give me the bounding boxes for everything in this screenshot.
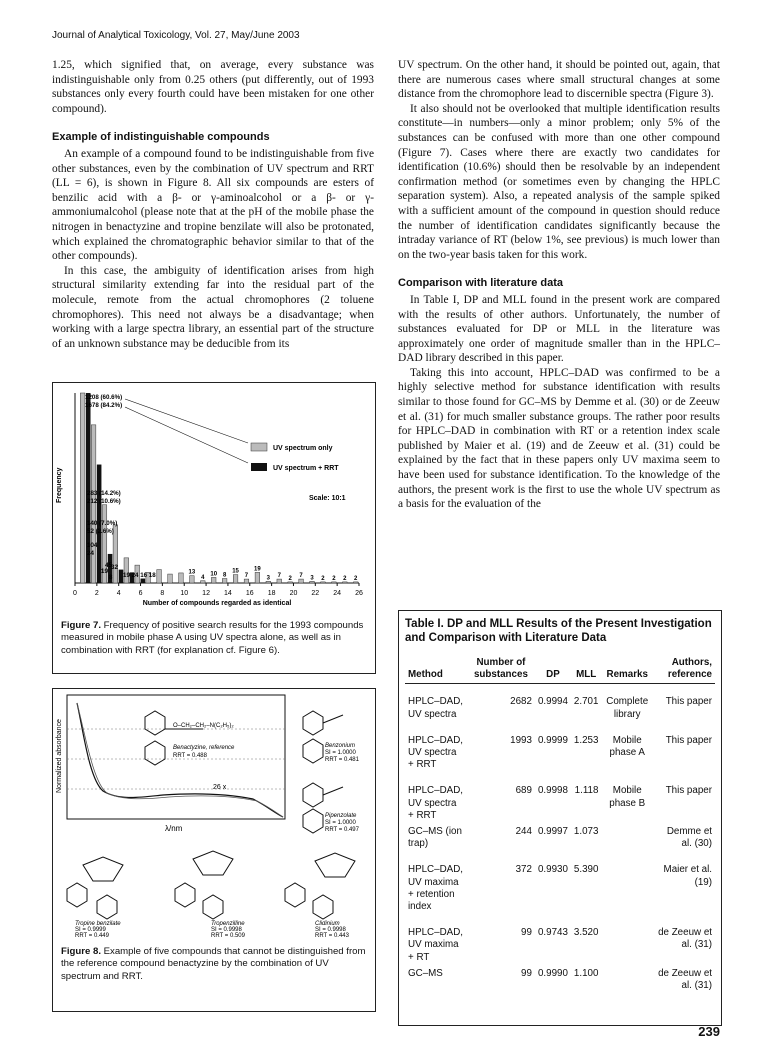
bar-uv-only bbox=[288, 582, 293, 583]
x-tick-label: 26 bbox=[355, 590, 363, 597]
bar-value-label: 10 bbox=[210, 571, 218, 578]
page-number: 239 bbox=[698, 1024, 720, 1039]
table-cell: HPLC–DAD, UV spectra + RRT bbox=[408, 734, 463, 771]
table-cell: This paper bbox=[665, 734, 712, 746]
bar-uv-only bbox=[255, 572, 260, 583]
bar-value-label: 8 bbox=[222, 572, 227, 579]
bar-annotation: 104 bbox=[87, 542, 98, 549]
bar-value-label: 7 bbox=[299, 573, 303, 580]
bar-value-label: 4 bbox=[201, 574, 205, 581]
table-cell: 0.9997 bbox=[537, 826, 568, 838]
section-heading: Example of indistinguishable compounds bbox=[52, 131, 270, 144]
figure-8 bbox=[52, 688, 376, 1012]
bar-annotation: 1678 (84.2%) bbox=[85, 402, 123, 409]
x-tick-label: 18 bbox=[267, 590, 276, 597]
magnification-note: 26 x bbox=[213, 784, 227, 791]
bar-uv-only bbox=[332, 582, 337, 583]
table-cell: GC–MS bbox=[408, 967, 443, 979]
x-tick-label: 16 bbox=[245, 590, 254, 597]
figure-8-caption bbox=[53, 944, 375, 983]
compound-name: Benzonium bbox=[325, 743, 356, 749]
table-cell: de Zeeuw et al. (31) bbox=[658, 967, 712, 992]
paragraph: In Table I, DP and MLL found in the present work are compared with the results of other authors. Unfortunately, the number of substances evaluated for DP or MLL in the literature was approximately one order of magnitude smaller than in the HPLC–DAD library described in this paper. bbox=[398, 293, 720, 365]
bar-value-label: 3 bbox=[310, 575, 314, 582]
x-tick-label: 10 bbox=[180, 590, 189, 597]
table-row bbox=[405, 852, 715, 915]
bar-uv-rrt bbox=[141, 579, 146, 583]
bar-annotation: 8 bbox=[109, 574, 113, 581]
bar-value-label: 19 bbox=[254, 566, 261, 573]
table-row bbox=[405, 723, 715, 774]
x-tick-label: 24 bbox=[333, 590, 342, 597]
compound-si: SI = 0.9998 bbox=[211, 927, 242, 933]
table-row bbox=[405, 915, 715, 966]
bar-annotation: 19 24 16 18 bbox=[123, 572, 156, 579]
bar-uv-only bbox=[299, 579, 304, 583]
table-cell: 99 bbox=[521, 927, 532, 939]
compound-rrt: RRT = 0.449 bbox=[75, 933, 109, 939]
compound-rrt: RRT = 0.497 bbox=[325, 827, 359, 833]
table-cell: 1.118 bbox=[574, 785, 599, 797]
table-cell: GC–MS (ion trap) bbox=[408, 826, 462, 850]
bar-annotation: 283 (14.2%) bbox=[87, 490, 121, 497]
caption-label: Figure 8. bbox=[61, 946, 101, 957]
compound-rrt: RRT = 0.443 bbox=[315, 933, 349, 939]
bar-annotation: 32 bbox=[111, 564, 118, 571]
column-header: Authors, reference bbox=[667, 657, 712, 681]
left-text-column bbox=[52, 58, 374, 351]
table-cell: 1993 bbox=[510, 734, 532, 746]
paragraph: UV spectrum. On the other hand, it should be pointed out, again, that there are numerous cases where small structural changes at some distance from the chromophore lead to discernible spectra (Figure 3). bbox=[398, 59, 720, 101]
bar-annotation: 52 (2.6%) bbox=[87, 528, 114, 535]
section-heading: Comparison with literature data bbox=[398, 277, 564, 290]
clidinium-structure bbox=[285, 853, 355, 919]
compound-rrt: RRT = 0.509 bbox=[211, 933, 245, 939]
column-header: Method bbox=[408, 669, 443, 681]
bar-uv-only bbox=[266, 581, 271, 583]
table-cell: 3.520 bbox=[573, 927, 599, 939]
bar-uv-only bbox=[321, 582, 326, 583]
bar-value-label: 7 bbox=[244, 573, 249, 580]
table-cell: This paper bbox=[665, 785, 712, 797]
table-1 bbox=[398, 610, 722, 1026]
table-cell: This paper bbox=[665, 696, 712, 708]
x-tick-label: 12 bbox=[202, 590, 210, 597]
caption-text: Example of five compounds that cannot be distinguished from the reference compound benactyzine by the combination of UV spectrum and RRT. bbox=[61, 946, 366, 982]
bar-uv-only bbox=[179, 573, 184, 583]
x-tick-label: 4 bbox=[116, 590, 121, 597]
bar-uv-only bbox=[124, 558, 129, 583]
paragraph: An example of a compound found to be indistinguishable from five other substances, even by the combination of UV spectrum and RRT (LL = 6), is shown in Figure 8. All six compounds are esters of benzilic acid with a β- or γ-aminoalcohol or a β- or γ-ammoniumalcohol (please note that at the pH of the mobile phase the nitrogen in benactyzine and tropine benzilate will also be protonated, which explained the chromatographic behavior similar to that of the other compounds). bbox=[52, 147, 374, 263]
table-row bbox=[405, 684, 715, 723]
bar-annotation: 140 (7.0%) bbox=[87, 520, 118, 527]
table-cell: de Zeeuw et al. (31) bbox=[658, 927, 712, 951]
bar-uv-only bbox=[233, 575, 238, 583]
table-cell: Complete library bbox=[606, 696, 649, 720]
bar-uv-only bbox=[190, 576, 195, 583]
table-cell: 1.073 bbox=[573, 826, 599, 838]
legend-swatch-uv-rrt bbox=[251, 463, 267, 471]
table-title: Table I. DP and MLL Results of the Present Investigation and Comparison with Literature Data bbox=[405, 618, 712, 644]
bar-annotation: 45 bbox=[105, 562, 112, 569]
bar-uv-only bbox=[157, 570, 162, 583]
bar-value-label: 7 bbox=[277, 573, 281, 580]
column-header: MLL bbox=[576, 669, 597, 681]
uv-spectrum-curve bbox=[77, 703, 283, 817]
table-cell bbox=[601, 824, 653, 852]
spectrum-gridlines bbox=[67, 729, 285, 789]
bar-value-label: 2 bbox=[354, 575, 358, 582]
bar-uv-only bbox=[80, 393, 85, 583]
legend-label: UV spectrum + RRT bbox=[273, 465, 339, 472]
table-cell: 2682 bbox=[510, 696, 532, 708]
bar-value-label: 3 bbox=[266, 575, 270, 582]
table-cell bbox=[601, 852, 653, 915]
figure-7-caption bbox=[53, 618, 375, 657]
caption-label: Figure 7. bbox=[61, 620, 101, 631]
bar-uv-only bbox=[200, 581, 205, 583]
bar-uv-only bbox=[310, 581, 315, 583]
compound-name: Tropine benzilate bbox=[75, 921, 121, 927]
compound-si: SI = 1.0000 bbox=[325, 820, 356, 826]
bar-annotation: 24 bbox=[87, 550, 94, 557]
table-cell: HPLC–DAD, UV spectra + RRT bbox=[408, 785, 463, 821]
right-text-column bbox=[398, 58, 720, 512]
figure-7 bbox=[52, 382, 376, 674]
bar-uv-only bbox=[244, 579, 249, 583]
x-tick-label: 6 bbox=[138, 590, 143, 597]
legend-swatch-uv-only bbox=[251, 443, 267, 451]
table-cell: 99 bbox=[521, 967, 532, 979]
table-cell: HPLC–DAD, UV maxima + retention index bbox=[408, 864, 463, 913]
bar-uv-only bbox=[168, 574, 173, 583]
table-cell: 0.9999 bbox=[537, 734, 568, 746]
table-cell: Mobile phase B bbox=[609, 785, 646, 809]
bar-uv-only bbox=[353, 582, 358, 583]
running-header: Journal of Analytical Toxicology, Vol. 27, May/June 2003 bbox=[52, 30, 300, 41]
table-cell bbox=[601, 966, 653, 994]
bar-uv-only bbox=[211, 577, 216, 583]
paragraph: 1.25, which signified that, on average, every substance was indistinguishable only from 0.25 others (put differently, out of 1993 substances only every fourth could have been mistaken for one other compound). bbox=[52, 59, 374, 115]
scale-note: Scale: 10:1 bbox=[309, 495, 346, 502]
column-header: DP bbox=[546, 669, 560, 681]
frequency-chart bbox=[53, 383, 373, 613]
compound-name: Tropenzilline bbox=[211, 921, 245, 927]
table-cell: 1.253 bbox=[573, 734, 599, 746]
x-axis-label: λ/nm bbox=[165, 824, 183, 833]
bar-annotation: 212 (10.6%) bbox=[87, 498, 121, 505]
table-cell: Demme et al. (30) bbox=[666, 826, 712, 850]
bar-value-label: 13 bbox=[188, 569, 196, 576]
table-row bbox=[405, 966, 715, 994]
compound-rrt: RRT = 0.488 bbox=[173, 753, 207, 759]
table-cell: 1.100 bbox=[573, 967, 599, 979]
x-tick-label: 22 bbox=[311, 590, 320, 597]
caption-text: Frequency of positive search results for the 1993 compounds measured in mobile phase A using UV spectra alone, as well as in combination with RRT (for explanation cf. Figure 6). bbox=[61, 620, 364, 656]
x-tick-label: 2 bbox=[94, 590, 99, 597]
pointer-line bbox=[125, 407, 248, 463]
bar-value-label: 2 bbox=[343, 575, 347, 582]
table-cell: 5.390 bbox=[573, 864, 599, 876]
table-cell: 0.9998 bbox=[537, 785, 568, 797]
table-cell: 0.9990 bbox=[537, 967, 568, 979]
compound-rrt: RRT = 0.481 bbox=[325, 757, 359, 763]
paragraph: In this case, the ambiguity of identification arises from high structural similarity extending far into the residual part of the molecule, remote from the actual chromophores (2 toluene chromophores). This need not always be a disadvantage; when working with a large spectra library, an essential part of the structure of an unknown substance may be deducible from its bbox=[52, 264, 374, 350]
x-tick-label: 0 bbox=[73, 590, 77, 597]
table-cell: 0.9994 bbox=[537, 696, 568, 708]
table-row bbox=[405, 773, 715, 824]
column-header: Remarks bbox=[606, 669, 648, 681]
bar-uv-only bbox=[342, 582, 347, 583]
table-cell: HPLC–DAD, UV maxima + RT bbox=[408, 927, 463, 963]
bar-uv-only bbox=[222, 579, 227, 583]
bar-uv-only bbox=[277, 579, 282, 583]
compound-name: Pipenzolate bbox=[325, 813, 357, 819]
bar-value-label: 2 bbox=[332, 575, 336, 582]
bar-value-label: 2 bbox=[288, 575, 292, 582]
results-table bbox=[405, 655, 715, 994]
x-tick-label: 20 bbox=[289, 590, 298, 597]
table-cell: 0.9743 bbox=[537, 927, 568, 939]
compound-si: SI = 1.0000 bbox=[325, 750, 356, 756]
column-header: Number of substances bbox=[473, 657, 528, 681]
y-axis-label: Normalized absorbance bbox=[56, 719, 63, 793]
compound-si: SI = 0.9999 bbox=[75, 927, 106, 933]
x-tick-label: 8 bbox=[160, 590, 165, 597]
bar-value-label: 15 bbox=[232, 568, 239, 575]
x-axis-label: Number of compounds regarded as identical bbox=[142, 600, 292, 607]
pointer-line bbox=[125, 399, 248, 443]
tropenzilline-structure bbox=[175, 851, 233, 919]
table-header-row bbox=[405, 655, 715, 684]
bar-annotation: 1208 (60.6%) bbox=[85, 394, 123, 401]
compound-si: SI = 0.9998 bbox=[315, 927, 346, 933]
uv-spectra-and-structures bbox=[53, 689, 373, 939]
table-cell: 372 bbox=[515, 864, 532, 876]
paragraph: Taking this into account, HPLC–DAD was confirmed to be a highly selective method for substance identification with results similar to those found for GC–MS by Demme et al. (30) or de Zeeuw et al. (31) for much smaller substance groups. The rather poor results for HPLC–DAD in combination with RT or a retention index scale published by Maier et al. (19) and de Zeeuw et al. (31) could be explained by the fact that in these papers only UV maxima seem to have been used for substance identification. To the knowledge of the authors, the present work is the first to use the whole UV spectrum as a basis for the evaluation of the bbox=[398, 366, 720, 511]
table-cell bbox=[601, 915, 653, 966]
paragraph: It also should not be overlooked that multiple identification results constitute—in numbers—only a minor problem; only 5% of the substances can be confused with more than one other compound (Figure 7). Cases where there are exactly two candidates for identification (10.6%) should then be resolvable by an independent confirmation method (or sometimes even by changing the HPLC separation system). Also, a repeated analysis of the sample spiked with a sufficient amount of the compound in question should reduce the number of identification candidates significantly because the intraday variance of RT (below 1%, see previous) is much lower than on the two-year basis taken for this work. bbox=[398, 102, 720, 261]
legend-label: UV spectrum only bbox=[273, 445, 333, 452]
compound-name: Clidinium bbox=[315, 921, 340, 927]
tropine-benzilate-structure bbox=[67, 857, 123, 919]
bar-annotation: 19 bbox=[101, 568, 108, 575]
table-cell: Maier et al. (19) bbox=[663, 864, 712, 888]
table-cell: 689 bbox=[515, 785, 532, 797]
table-cell: 244 bbox=[515, 826, 532, 838]
x-tick-label: 14 bbox=[224, 590, 232, 597]
bar-value-label: 2 bbox=[321, 575, 325, 582]
table-row bbox=[405, 824, 715, 852]
y-axis-label: Frequency bbox=[56, 467, 63, 503]
benactyzine-chain-label: O–CH₂–CH₂–N(C₂H₅)₂ bbox=[173, 723, 234, 729]
table-cell: HPLC–DAD, UV spectra bbox=[408, 696, 463, 720]
table-cell: 2.701 bbox=[573, 696, 599, 708]
compound-name: Benactyzine, reference bbox=[173, 745, 235, 751]
table-cell: Mobile phase A bbox=[609, 734, 645, 759]
table-cell: 0.9930 bbox=[537, 864, 568, 876]
